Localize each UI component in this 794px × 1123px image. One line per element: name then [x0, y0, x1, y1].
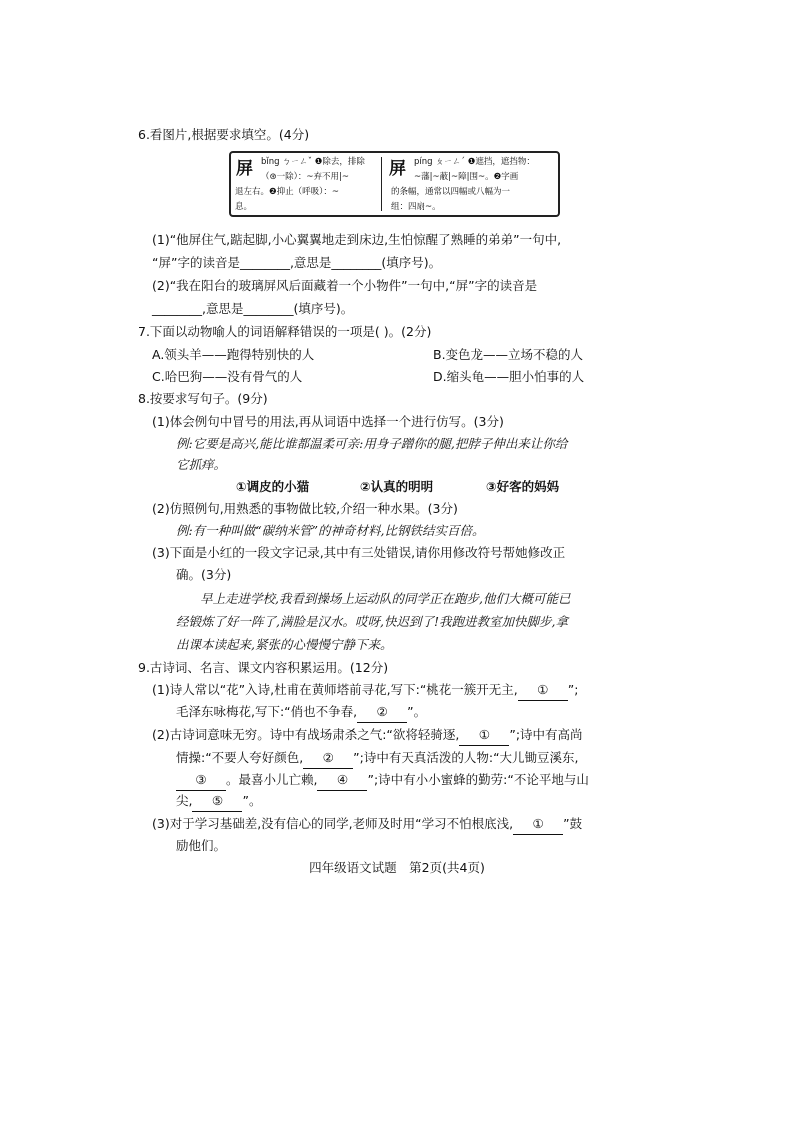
- q9-sub1-line2: [176, 702, 426, 723]
- q6-sub1-line1: (1)“他屏住气,踮起脚,小心翼翼地走到床边,生怕惊醒了熟睡的弟弟”一句中,: [152, 232, 562, 247]
- dict-left-line3: 退左右。❷抑止（呼吸）：~: [235, 187, 339, 197]
- q8-sub3-line2: 确。(3分): [176, 567, 232, 582]
- page-footer: 四年级语文试题 第2页(共4页): [309, 860, 485, 875]
- q9-sub2-blank2[interactable]: ②: [303, 748, 353, 769]
- q8-sub3-line1: (3)下面是小红的一段文字记录,其中有三处错误,请你用修改符号帮她修改正: [152, 545, 566, 560]
- dict-left-line1: bǐng ㄅㄧㄥˇ ❶除去，排除: [261, 157, 365, 167]
- q7-option-a: A.领头羊——跑得特别快的人: [152, 347, 315, 362]
- q7-option-c: C.哈巴狗——没有骨气的人: [152, 369, 303, 384]
- q6-title: 6.看图片,根据要求填空。(4分): [138, 127, 310, 142]
- q9-sub2-line3: [176, 770, 589, 791]
- q9-sub2-line4: [176, 791, 261, 812]
- q8-word-option-2: ②认真的明明: [360, 479, 434, 494]
- q7-title: 7.下面以动物喻人的词语解释错误的一项是( )。(2分): [138, 324, 432, 339]
- q9-sub2-text3: 情操:“不要人夸好颜色,: [176, 750, 304, 765]
- q9-sub2-blank4[interactable]: ④: [317, 770, 367, 791]
- q9-sub1-blank2[interactable]: ②: [357, 702, 407, 723]
- dict-right-char: 屏: [389, 159, 406, 179]
- q9-sub2-line1: [152, 725, 583, 746]
- q9-sub3-line1: [152, 814, 582, 835]
- dict-right-line3: 的条幅，通常以四幅或八幅为一: [391, 187, 511, 197]
- q8-passage-line1: 早上走进学校,我看到操场上运动队的同学正在跑步,他们大概可能已: [200, 591, 571, 606]
- q6-sub2-line2: ________,意思是________(填序号)。: [152, 301, 354, 316]
- q8-passage-line2: 经锻炼了好一阵了,满脸是汉水。哎呀,快迟到了!我跑进教室加快脚步,拿: [176, 614, 568, 629]
- q9-sub1-text1: (1)诗人常以“花”入诗,杜甫在黄师塔前寻花,写下:“桃花一簇开无主,: [152, 682, 518, 697]
- q9-sub2-line2: [176, 748, 579, 769]
- dict-left-line4: 息。: [235, 202, 253, 212]
- q7-option-d: D.缩头龟——胆小怕事的人: [433, 369, 585, 384]
- q9-sub2-text4: ”;诗中有天真活泼的人物:“大儿锄豆溪东,: [353, 750, 579, 765]
- dict-left-char: 屏: [236, 159, 253, 179]
- q9-sub1-blank1[interactable]: ①: [518, 680, 568, 701]
- dict-left-line2: （⊛一除）：~弃不用|~: [261, 172, 349, 182]
- q8-sub2: (2)仿照例句,用熟悉的事物做比较,介绍一种水果。(3分): [152, 501, 458, 516]
- q9-sub2-text8: ”。: [242, 793, 262, 808]
- q9-sub2-blank3[interactable]: ③: [176, 770, 226, 791]
- q7-option-b: B.变色龙——立场不稳的人: [433, 347, 584, 362]
- q9-sub3-blank1[interactable]: ①: [513, 814, 563, 835]
- q8-example1-line2: 它抓痒。: [176, 457, 227, 472]
- dict-divider: [381, 157, 382, 211]
- q9-sub2-text7: 尖,: [176, 793, 193, 808]
- dictionary-box: [229, 151, 560, 217]
- q9-sub2-blank1[interactable]: ①: [459, 725, 509, 746]
- q6-sub1-line2: “屏”字的读音是________,意思是________(填序号)。: [152, 255, 442, 270]
- q9-sub3-line2: 励他们。: [176, 838, 227, 853]
- q9-sub2-text6: ”;诗中有小小蜜蜂的勤劳:“不论平地与山: [367, 772, 589, 787]
- q8-passage-line3: 出课本读起来,紧张的心慢慢宁静下来。: [176, 637, 393, 652]
- q6-sub2-line1: (2)“我在阳台的玻璃屏风后面藏着一个小物件”一句中,“屏”字的读音是: [152, 278, 538, 293]
- dict-right-line1: píng ㄆㄧㄥˊ ❶遮挡，遮挡物：: [414, 157, 535, 167]
- q9-sub2-text1: (2)古诗词意味无穷。诗中有战场肃杀之气:“欲将轻骑逐,: [152, 727, 460, 742]
- q8-example2: 例:有一种叫做“碳纳米管”的神奇材料,比钢铁结实百倍。: [176, 523, 485, 538]
- q9-sub1-text3: 毛泽东咏梅花,写下:“俏也不争春,: [176, 704, 358, 719]
- q9-title: 9.古诗词、名言、课文内容积累运用。(12分): [138, 660, 389, 675]
- q8-word-option-1: ①调皮的小猫: [236, 479, 310, 494]
- q8-title: 8.按要求写句子。(9分): [138, 391, 268, 406]
- q8-example1-line1: 例:它要是高兴,能比谁都温柔可亲:用身子蹭你的腿,把脖子伸出来让你给: [176, 436, 568, 451]
- q9-sub3-text1: (3)对于学习基础差,没有信心的同学,老师及时用“学习不怕根底浅,: [152, 816, 514, 831]
- q8-word-option-3: ③好客的妈妈: [486, 479, 560, 494]
- q9-sub2-blank5[interactable]: ⑤: [192, 791, 242, 812]
- q9-sub2-text5: 。最喜小儿亡赖,: [226, 772, 318, 787]
- q9-sub1-line1: [152, 680, 578, 701]
- dict-right-line4: 组：四扇~。: [391, 202, 441, 212]
- q9-sub2-text2: ”;诗中有高尚: [509, 727, 583, 742]
- q8-sub1: (1)体会例句中冒号的用法,再从词语中选择一个进行仿写。(3分): [152, 414, 504, 429]
- q9-sub3-text2: ”鼓: [563, 816, 583, 831]
- dict-right-line2: ~藩|~蔽|~障|围~。❷字画: [414, 172, 519, 182]
- q9-sub1-text4: ”。: [407, 704, 427, 719]
- q9-sub1-text2: ”;: [567, 682, 579, 697]
